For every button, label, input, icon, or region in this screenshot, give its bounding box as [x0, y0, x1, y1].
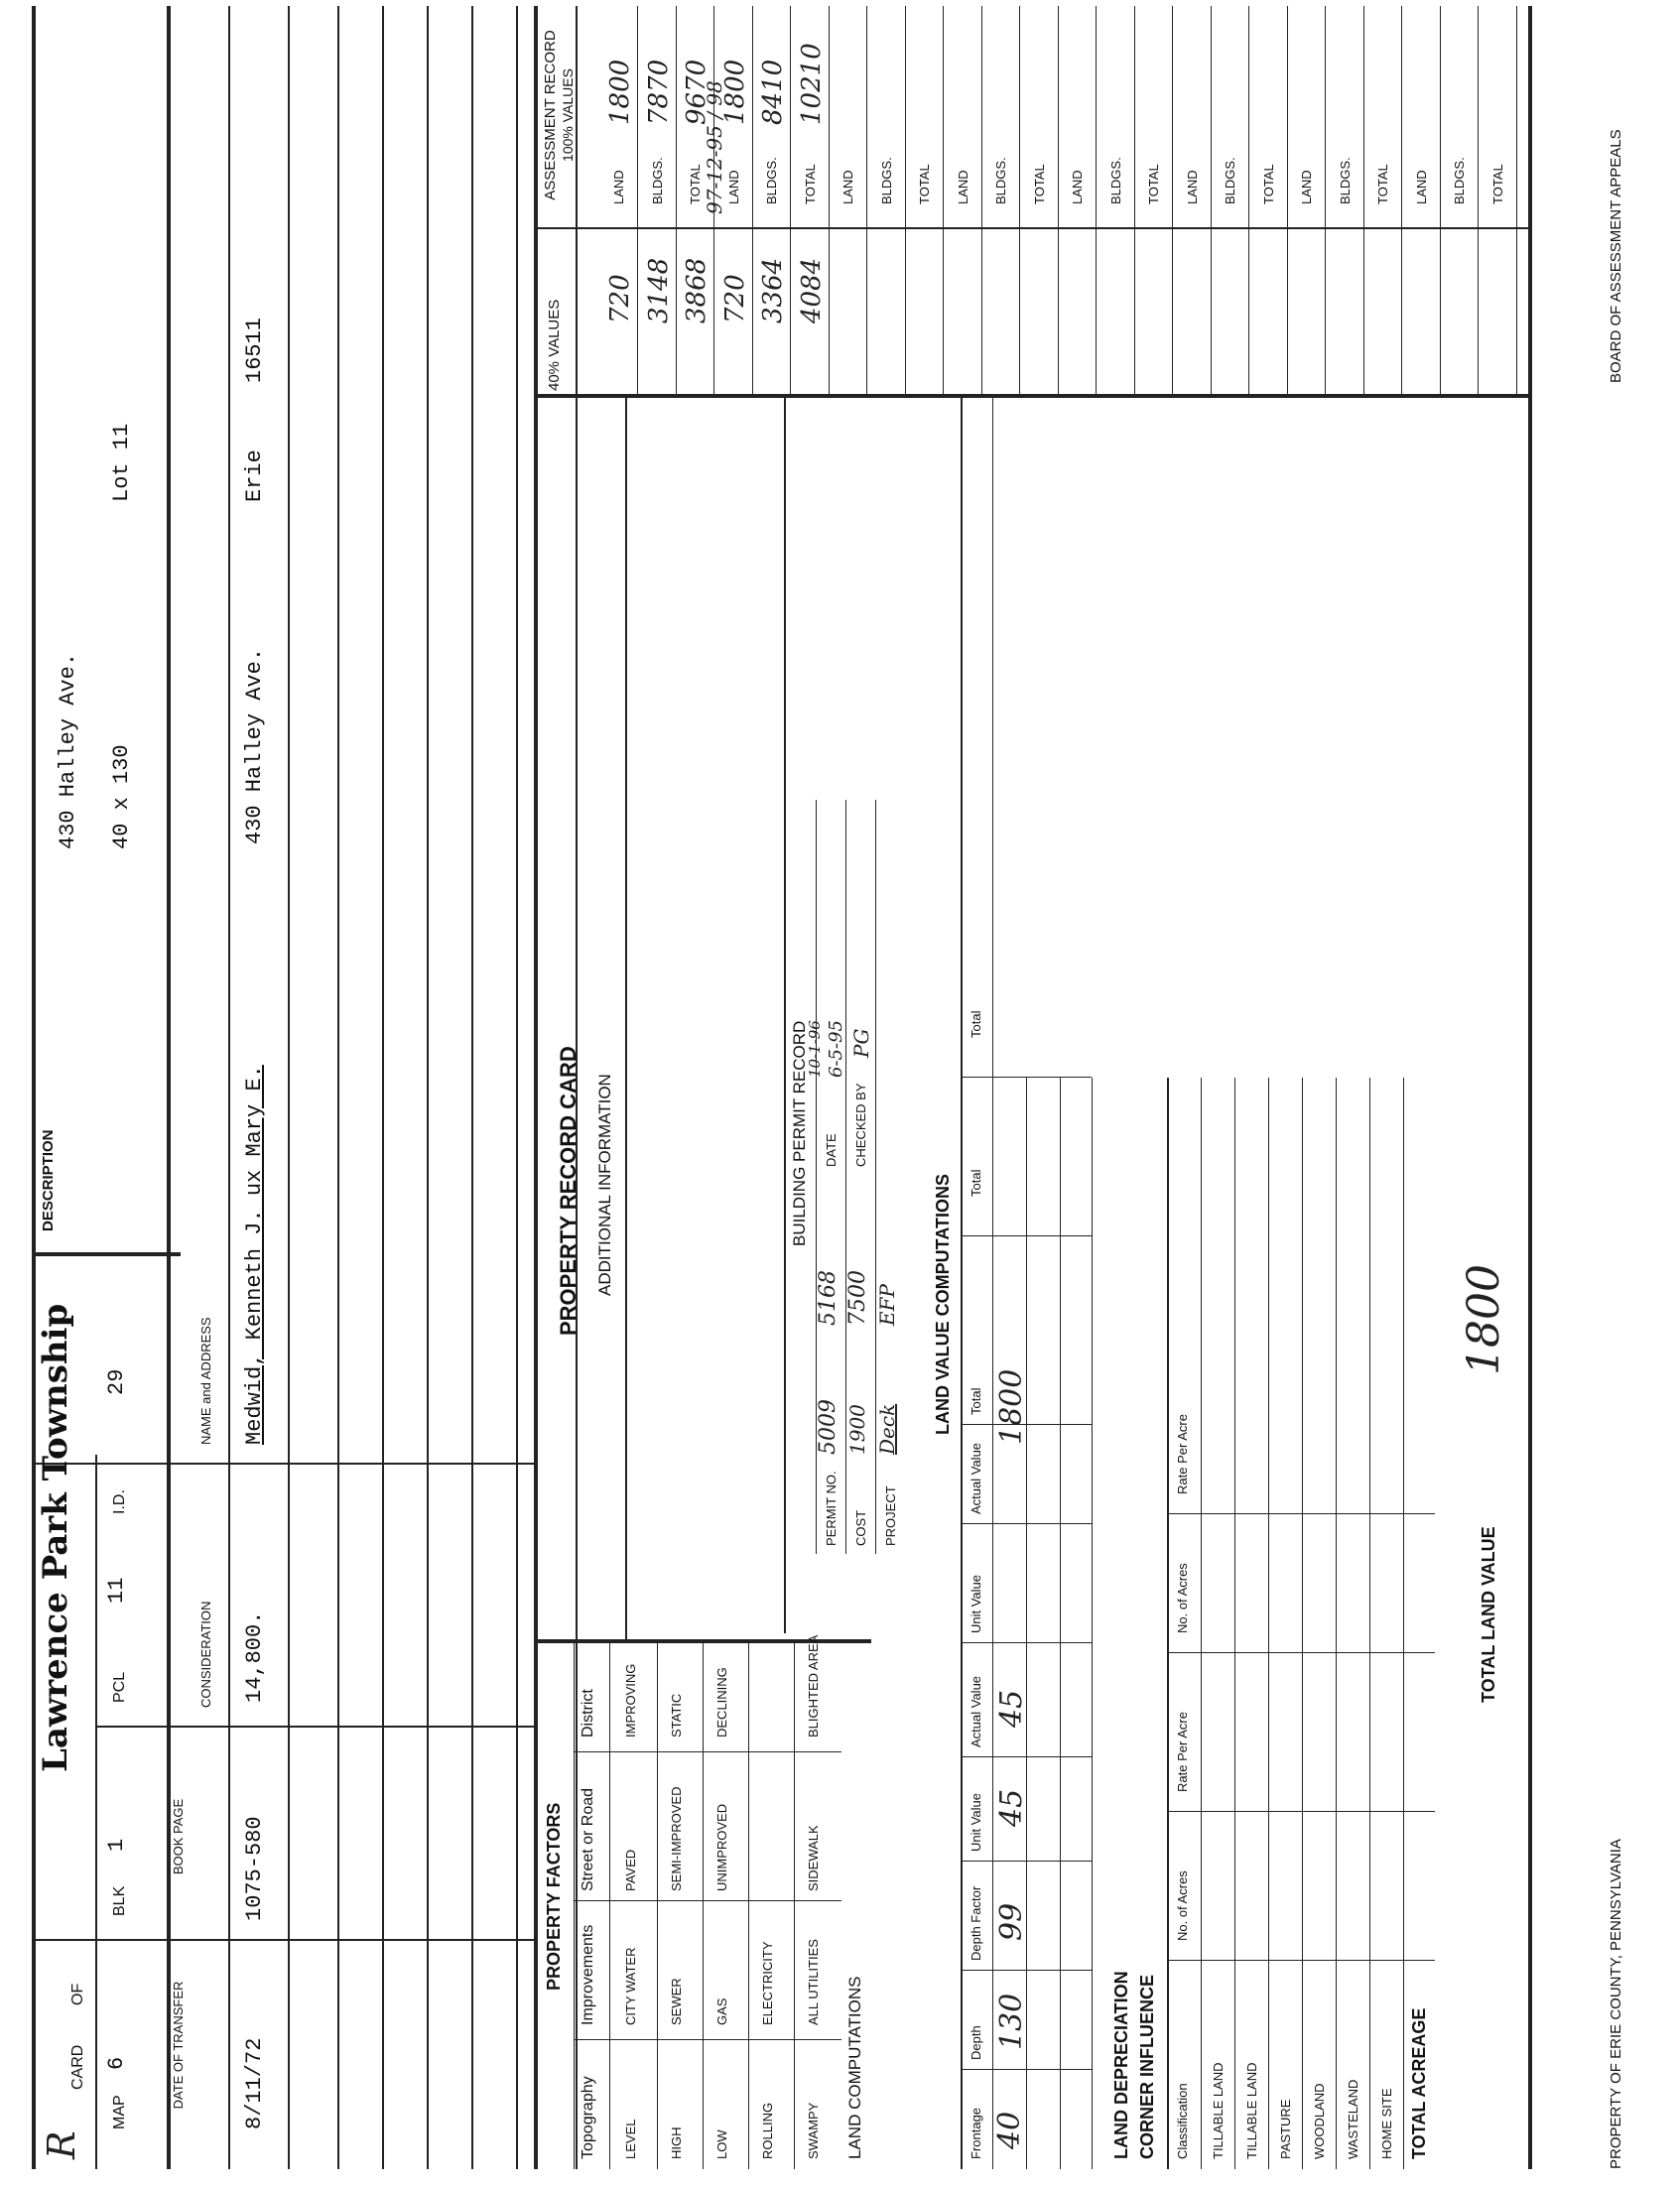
description-size: 40 x 130 [109, 744, 134, 849]
assessment-row-label: TOTAL [1489, 164, 1505, 204]
col-topography: Topography [580, 2076, 596, 2159]
pcl-value: 11 [104, 1577, 129, 1604]
forty-percent-value: 720 [719, 274, 750, 323]
hundred-percent-value: 1800 [719, 59, 750, 125]
ledger-rule [427, 6, 429, 2169]
lvc-col-rule [961, 1642, 1092, 1643]
factors-rule [609, 1643, 610, 2169]
total-land-value-amount: 1800 [1459, 1264, 1509, 1375]
assessment-row-label: LAND [1413, 170, 1429, 204]
factors-row-rule [657, 1643, 658, 2169]
id-value: 29 [104, 1368, 129, 1395]
footer-left: PROPERTY OF ERIE COUNTY, PENNSYLVANIA [1608, 1839, 1624, 2169]
map-value: 6 [104, 2056, 129, 2070]
lvc-col-rule [961, 1077, 1092, 1078]
improvement-item: CITY WATER [623, 1947, 638, 2025]
dep-col-rule [1167, 1513, 1435, 1514]
assessment-row-rule [637, 6, 638, 398]
district-item: STATIC [669, 1693, 684, 1738]
assessment-row-rule [790, 6, 791, 398]
assessment-row-label: TOTAL [688, 164, 703, 204]
assessment-row-rule [981, 6, 982, 398]
dep-row-label: TILLABLE LAND [1211, 2062, 1226, 2159]
topography-item: LOW [714, 2129, 729, 2159]
land-value-computations-title: LAND VALUE COMPUTATIONS [933, 1174, 953, 1435]
assessment-row-rule [943, 6, 944, 398]
assessment-row-label: BLDGS. [649, 157, 665, 204]
assessment-row-label: TOTAL [1375, 164, 1390, 204]
district-item: IMPROVING [623, 1663, 638, 1738]
lvc-col-rule [961, 2069, 1092, 2070]
assessment-row-label: LAND [955, 170, 970, 204]
record-card-title: PROPERTY RECORD CARD [556, 1046, 581, 1336]
lvc-column-header: Depth Factor [969, 1885, 983, 1961]
assessment-row-rule [1440, 6, 1441, 398]
bottom-rule [1528, 6, 1532, 2169]
lvc-column-header: Actual Value [969, 1675, 983, 1747]
land-depreciation-title: LAND DEPRECIATION [1111, 1971, 1131, 2159]
property-factors-title: PROPERTY FACTORS [544, 1802, 564, 1991]
lvc-total-header: Total [969, 1010, 983, 1038]
dep-column-header: No. of Acres [1175, 1870, 1190, 1941]
col-divider [32, 1463, 534, 1465]
assessment-row-label: BLDGS. [764, 157, 779, 204]
book-page-label: BOOK PAGE [171, 1798, 186, 1875]
hundred-percent-value: 9670 [682, 59, 711, 125]
assessment-row-label: TOTAL [917, 164, 932, 204]
lvc-column-header: Total [969, 1387, 983, 1415]
topography-item: SWAMPY [806, 2102, 821, 2159]
ledger-rule [471, 6, 473, 2169]
factors-row-rule [794, 1643, 795, 2169]
factors-row-rule [703, 1643, 704, 2169]
record-rule [625, 398, 627, 1643]
lvc-column-header: Frontage [969, 2107, 983, 2159]
assessment-row-label: LAND [1184, 170, 1200, 204]
lvc-col-rule [961, 1235, 1092, 1236]
lvc-col-rule [961, 1523, 1092, 1524]
description-address: 430 Halley Ave. [56, 652, 80, 849]
checked-by-label: CHECKED BY [853, 1083, 868, 1167]
forty-percent-value: 3364 [758, 257, 788, 323]
dep-column-header: Classification [1175, 2083, 1190, 2159]
lvc-top-rule [961, 398, 963, 2169]
additional-info-label: ADDITIONAL INFORMATION [595, 1074, 614, 1296]
dep-column-header: Rate Per Acre [1175, 1414, 1190, 1494]
assessment-row-label: LAND [725, 170, 741, 204]
name-address-label: NAME and ADDRESS [198, 1317, 213, 1445]
permit-cost-2: 7500 [845, 1270, 870, 1326]
transfer-name: Medwid, Kenneth J. ux Mary E. [242, 1065, 267, 1445]
corner-influence-title: CORNER INFLUENCE [1137, 1974, 1157, 2159]
assessment-row-rule [752, 6, 753, 398]
factors-col [574, 1900, 841, 1901]
assessment-row-rule [905, 6, 906, 398]
dep-column-header: Rate Per Acre [1175, 1712, 1190, 1792]
top-border [32, 6, 36, 2169]
dep-row-rule [1369, 1078, 1370, 2169]
dep-column-header: No. of Acres [1175, 1563, 1190, 1633]
ledger-rule [288, 6, 290, 2169]
dep-rule [1201, 1078, 1202, 2169]
factors-row-rule [748, 1643, 749, 2169]
assessment-row-label: BLDGS. [1452, 157, 1467, 204]
forty-values-label: 40% VALUES [546, 299, 563, 391]
ledger-rule [382, 6, 384, 2169]
date-of-transfer-label: DATE OF TRANSFER [171, 1981, 186, 2110]
assessment-row-rule [1096, 6, 1097, 398]
assessment-row-label: TOTAL [802, 164, 818, 204]
transfer-address: 430 Halley Ave. [242, 647, 267, 844]
date-label: DATE [824, 1133, 839, 1167]
checked-by: PG [849, 1028, 873, 1058]
street-item: PAVED [623, 1849, 638, 1891]
topography-item: ROLLING [760, 2102, 775, 2159]
forty-percent-value: 4084 [796, 257, 827, 323]
assessment-row-rule [866, 6, 867, 398]
assessment-row-label: BLDGS. [1223, 157, 1237, 204]
dep-row-label: TILLABLE LAND [1244, 2062, 1259, 2159]
dep-col-rule [1167, 1811, 1435, 1812]
transfer-zip: 16511 [242, 317, 267, 383]
footer-right: BOARD OF ASSESSMENT APPEALS [1608, 129, 1624, 383]
lvc-total-value: 1800 [994, 1368, 1029, 1445]
transfer-book: 1075-580 [242, 1816, 267, 1921]
ledger-rule [337, 6, 339, 2169]
topography-item: LEVEL [623, 2119, 638, 2159]
dep-row-rule [1234, 1078, 1235, 2169]
assessment-row-label: TOTAL [1031, 164, 1047, 204]
assessment-row-rule [1248, 6, 1249, 398]
total-land-value-label: TOTAL LAND VALUE [1479, 1526, 1498, 1703]
assessment-row-rule [1172, 6, 1173, 398]
permit-title: BUILDING PERMIT RECORD [790, 1020, 809, 1246]
forty-percent-value: 3868 [682, 257, 711, 323]
frontage-value: 40 [992, 2111, 1027, 2149]
assessment-title: ASSESSMENT RECORD [542, 30, 559, 200]
district-item: BLIGHTED AREA [806, 1634, 821, 1738]
map-label: MAP [111, 2095, 128, 2129]
assessment-row-rule [1058, 6, 1059, 398]
consideration-label: CONSIDERATION [198, 1601, 213, 1708]
dep-row-rule [1302, 1078, 1303, 2169]
assessment-row-rule [676, 6, 677, 398]
col-divider [95, 1726, 534, 1728]
lvc-col-rule [961, 1756, 1092, 1757]
permit-date-1: 10-1-96 [806, 1020, 824, 1078]
corner-mark: R [40, 2130, 83, 2159]
dep-row-label: WOODLAND [1312, 2083, 1327, 2159]
permit-top-rule [784, 398, 786, 1633]
topography-item: HIGH [669, 2126, 684, 2159]
assessment-row-rule [1211, 6, 1212, 398]
township-name: Lawrence Park Township [36, 1303, 75, 1772]
assessment-row-label: BLDGS. [993, 157, 1008, 204]
permit-cost-1: 1900 [845, 1404, 869, 1455]
hundred-percent-value: 7870 [643, 59, 674, 125]
lvc-rule [992, 398, 993, 2169]
lvc-rule [1026, 1078, 1027, 2169]
unit-value-value: 45 [994, 1788, 1029, 1827]
assessment-row-label: LAND [840, 170, 855, 204]
dep-col-rule [1167, 1960, 1435, 1961]
blk-label: BLK [111, 1885, 128, 1916]
street-item: SIDEWALK [806, 1825, 821, 1891]
depth-value: 130 [994, 1993, 1029, 2050]
factors-rule [574, 1643, 575, 2169]
assessment-row-rule [713, 6, 714, 398]
id-label: I.D. [111, 1489, 128, 1514]
header-rule [95, 1455, 97, 2169]
assessment-row-label: TOTAL [1146, 164, 1161, 204]
pcl-label: PCL [111, 1671, 128, 1703]
assessment-row-label: LAND [611, 170, 626, 204]
hundred-percent-value: 10210 [796, 43, 827, 125]
assessment-row-rule [1516, 6, 1517, 398]
ledger-rule [516, 6, 518, 2169]
dep-row-label: WASTELAND [1346, 2079, 1360, 2159]
assessment-row-rule [1363, 6, 1364, 398]
assessment-row-label: TOTAL [1260, 164, 1276, 204]
street-item: UNIMPROVED [714, 1803, 729, 1891]
assessment-row-rule [1401, 6, 1402, 398]
improvement-item: ALL UTILITIES [806, 1939, 821, 2025]
dep-row-rule [1268, 1078, 1269, 2169]
dep-row-label: HOME SITE [1379, 2088, 1394, 2159]
assessment-left-border [534, 394, 1528, 398]
year-note: 97-12-95 / 98 [703, 80, 726, 214]
assessment-row-label: BLDGS. [1107, 157, 1123, 204]
transfer-consideration: 14,800. [242, 1610, 267, 1703]
cost-label: COST [853, 1509, 868, 1546]
assessment-row-rule [1134, 6, 1135, 398]
assessment-row-rule [829, 6, 830, 398]
dep-rule [1167, 1078, 1169, 2169]
col-divider [32, 1252, 181, 1256]
permit-no-1: 5009 [816, 1399, 840, 1455]
blk-value: 1 [104, 1838, 129, 1852]
lvc-col-rule [961, 1424, 1092, 1425]
lvc-column-header: Depth [969, 2025, 983, 2060]
lvc-column-header: Unit Value [969, 1792, 983, 1852]
actual-value-value: 45 [994, 1689, 1029, 1728]
permit-project-1: Deck [875, 1403, 899, 1455]
hundred-percent-value: 1800 [605, 59, 635, 125]
dep-row-label: PASTURE [1278, 2099, 1293, 2159]
land-computations-title: LAND COMPUTATIONS [845, 1976, 864, 2159]
assessment-row-rule [1325, 6, 1326, 398]
permit-no-2: 5168 [816, 1270, 840, 1326]
lvc-rule [1060, 1078, 1061, 2169]
improvement-item: GAS [714, 1997, 729, 2025]
assessment-row-rule [1019, 6, 1020, 398]
of-label: OF [69, 1983, 86, 2005]
card-label: CARD [69, 2044, 86, 2090]
assessment-subtitle: 100% VALUES [560, 68, 576, 162]
transfer-date: 8/11/72 [242, 2037, 267, 2129]
depth-factor-value: 99 [994, 1902, 1029, 1941]
district-item: DECLINING [714, 1667, 729, 1738]
permit-date-2: 6-5-95 [826, 1020, 846, 1078]
improvement-item: SEWER [669, 1978, 684, 2025]
assessment-row-label: LAND [1299, 170, 1314, 204]
col-improvements: Improvements [580, 1924, 596, 2025]
col-divider [32, 1939, 534, 1941]
lvc-column-header: Unit Value [969, 1574, 983, 1633]
assessment-row-rule [1287, 6, 1288, 398]
ledger-rule [228, 6, 230, 2169]
lvc-rule [1092, 1078, 1093, 2169]
lvc-col-rule [961, 1970, 1092, 1971]
factors-col [574, 2039, 841, 2040]
assessment-row-rule [1478, 6, 1479, 398]
improvement-item: ELECTRICITY [760, 1941, 775, 2025]
description-lot: Lot 11 [109, 423, 134, 502]
description-label: DESCRIPTION [40, 1129, 57, 1231]
permit-project-2: EFP [875, 1284, 899, 1326]
project-label: PROJECT [883, 1485, 898, 1546]
transfer-city: Erie [242, 450, 267, 502]
lvc-column-header: Actual Value [969, 1442, 983, 1514]
dep-row-rule [1403, 1078, 1404, 2169]
factors-col [574, 1751, 841, 1752]
assessment-row-label: LAND [1070, 170, 1085, 204]
col-street: Street or Road [580, 1787, 596, 1891]
property-section-rule [534, 6, 538, 2169]
street-item: SEMI-IMPROVED [669, 1786, 684, 1891]
assessment-divider [534, 227, 1528, 229]
lvc-total-header: Total [969, 1169, 983, 1197]
total-acreage-label: TOTAL ACREAGE [1409, 2007, 1429, 2159]
assessment-row-label: BLDGS. [1337, 157, 1353, 204]
hundred-percent-value: 8410 [758, 59, 788, 125]
lvc-col-rule [961, 1861, 1092, 1862]
permit-no-label: PERMIT NO. [824, 1471, 839, 1546]
forty-percent-value: 720 [605, 274, 635, 323]
dep-row-rule [1336, 1078, 1337, 2169]
assessment-row-label: BLDGS. [878, 157, 894, 204]
dep-col-rule [1167, 1652, 1435, 1653]
forty-percent-value: 3148 [643, 257, 674, 323]
col-district: District [580, 1689, 596, 1738]
